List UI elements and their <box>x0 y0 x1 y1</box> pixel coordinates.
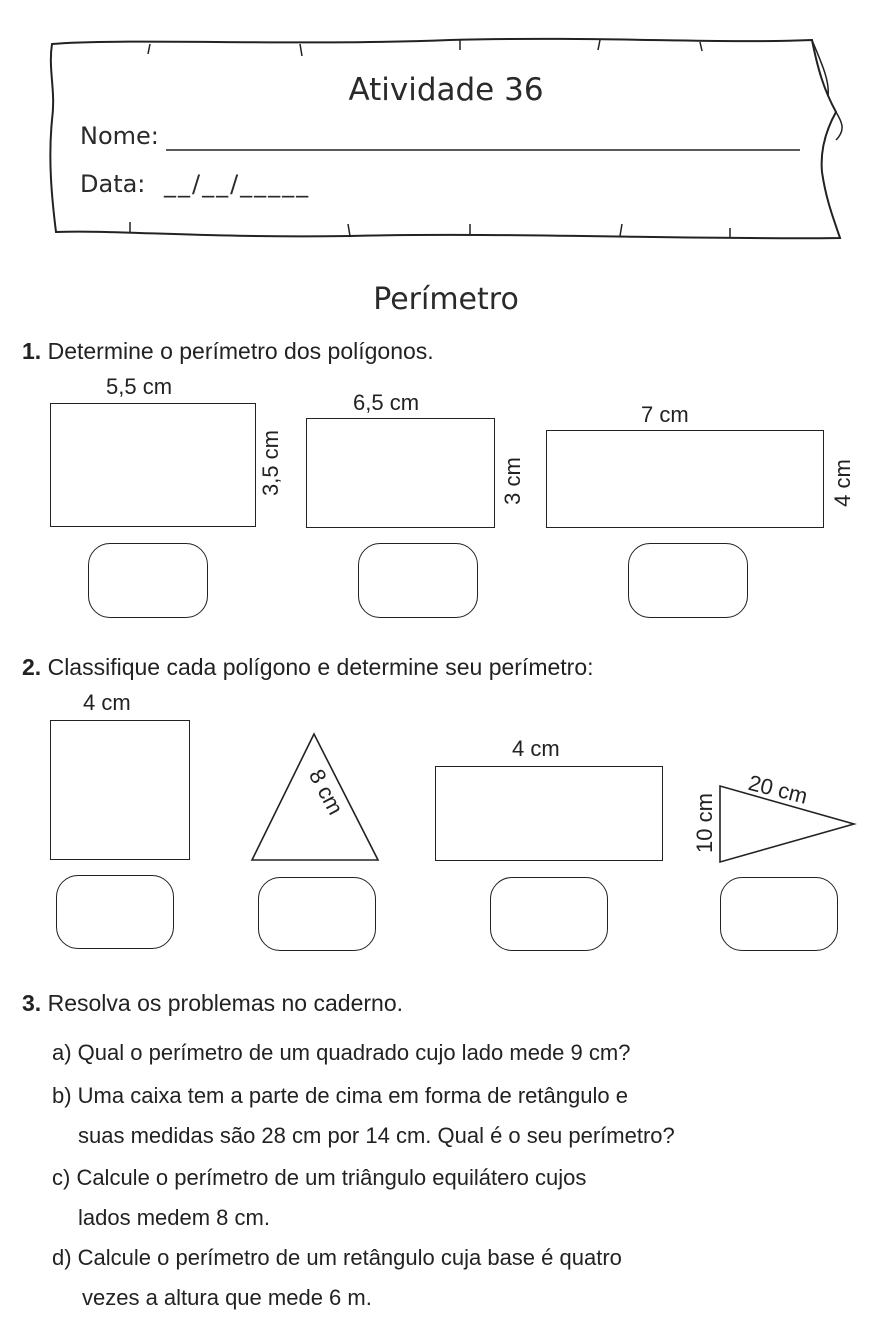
question-2 <box>22 654 594 681</box>
problem-b-line-2: suas medidas são 28 cm por 14 cm. Qual é o seu perímetro? <box>78 1123 675 1148</box>
rectangle-3-width-label: 7 cm <box>641 402 689 427</box>
question-1-number: 1. <box>22 338 42 364</box>
question-2-number: 2. <box>22 654 42 680</box>
activity-title: Atividade 36 <box>348 72 544 108</box>
right-triangle-hypotenuse-label: 20 cm <box>745 770 811 809</box>
question-3 <box>22 990 403 1017</box>
problem-a-line-1: a) Qual o perímetro de um quadrado cujo lado mede 9 cm? <box>52 1040 631 1065</box>
rectangle-1-width-label: 5,5 cm <box>106 374 173 399</box>
answer-box-6[interactable] <box>490 877 608 951</box>
problem-c-line-2: lados medem 8 cm. <box>78 1205 270 1230</box>
rectangle-3-height-label: 4 cm <box>830 459 855 507</box>
date-label: Data: <box>80 170 146 198</box>
rectangle-4-width-label: 4 cm <box>512 736 560 761</box>
rectangle-3 <box>546 430 824 528</box>
square <box>50 720 190 860</box>
problem-b <box>52 1076 675 1156</box>
answer-box-3[interactable] <box>628 543 748 618</box>
question-1-text: Determine o perímetro dos polígonos. <box>47 338 434 364</box>
question-2-text: Classifique cada polígono e determine seu perímetro: <box>47 654 594 680</box>
rectangle-4 <box>435 766 663 861</box>
problem-d-line-1: d) Calcule o perímetro de um retângulo cuja base é quatro <box>52 1245 622 1270</box>
problem-d <box>52 1238 622 1318</box>
right-triangle-leg-label: 10 cm <box>692 793 717 853</box>
problem-d-line-2: vezes a altura que mede 6 m. <box>82 1285 372 1310</box>
page-subtitle: Perímetro <box>373 282 519 317</box>
answer-box-2[interactable] <box>358 543 478 618</box>
answer-box-1[interactable] <box>88 543 208 618</box>
problem-c-line-1: c) Calcule o perímetro de um triângulo equilátero cujos <box>52 1165 587 1190</box>
question-3-text: Resolva os problemas no caderno. <box>47 990 403 1016</box>
triangle-side-label: 8 cm <box>303 765 349 819</box>
rectangle-2 <box>306 418 495 528</box>
rectangle-2-width-label: 6,5 cm <box>353 390 420 415</box>
square-side-label: 4 cm <box>83 690 131 715</box>
answer-box-5[interactable] <box>258 877 376 951</box>
answer-box-4[interactable] <box>56 875 174 949</box>
rectangle-1 <box>50 403 256 527</box>
problem-b-line-1: b) Uma caixa tem a parte de cima em forma de retângulo e <box>52 1083 628 1108</box>
name-label: Nome: <box>80 122 159 150</box>
rectangle-2-height-label: 3 cm <box>500 457 525 505</box>
question-1 <box>22 338 434 365</box>
problem-c <box>52 1158 586 1238</box>
problem-a <box>52 1033 630 1073</box>
question-3-number: 3. <box>22 990 42 1016</box>
answer-box-7[interactable] <box>720 877 838 951</box>
date-blank: __/__/_____ <box>164 170 311 198</box>
rectangle-1-height-label: 3,5 cm <box>258 429 283 497</box>
